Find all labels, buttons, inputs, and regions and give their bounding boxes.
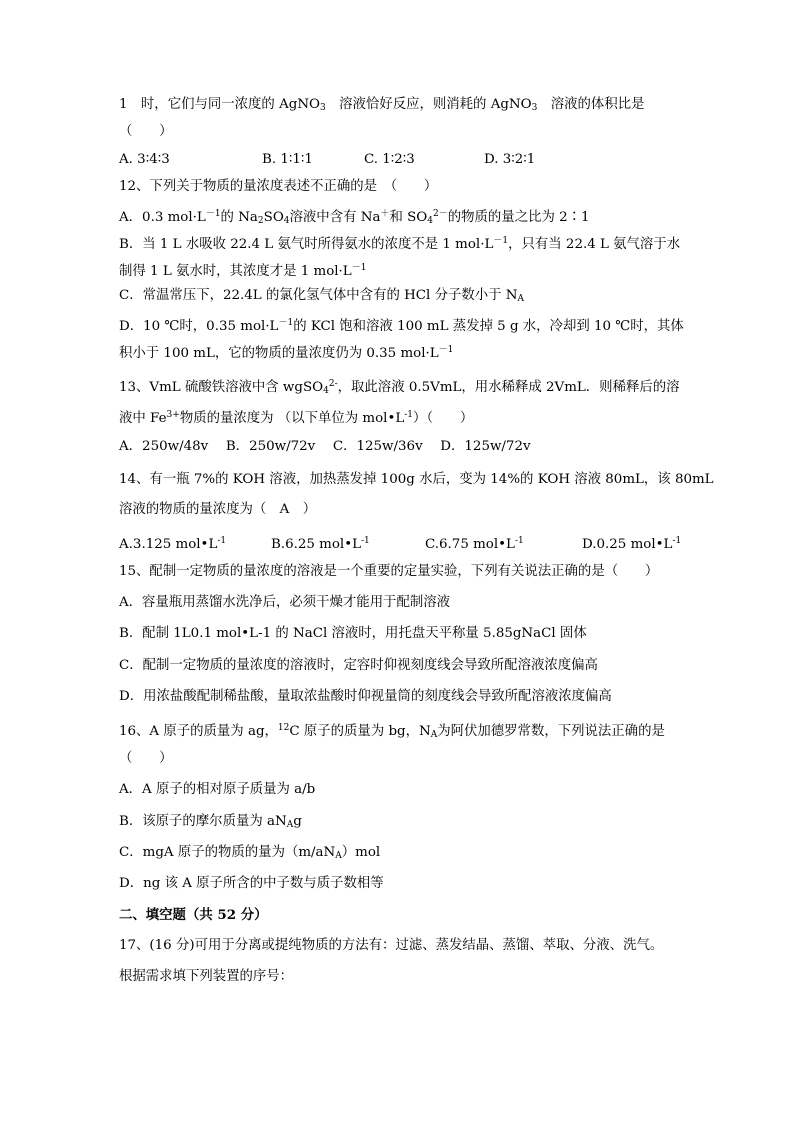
q13-line1: 13、VmL 硫酸铁溶液中含 wgSO$_4^{2-}$，取此溶液 0.5VmL，用水稀释成 2VmL．则稀释后的溶 — [119, 379, 680, 396]
q12-option-b-line1: B．当 1 L 水吸收 22.4 L 氨气时所得氨水的浓度不是 1 $mol\cdot L^{-1}$，只有当 22.4 L 氨气溶于水 — [119, 236, 681, 252]
q14-line1: 14、有一瓶 7%的 KOH 溶液，加热蒸发掉 100g 水后，变为 14%的 KOH 溶液 80mL，该 80mL — [119, 472, 714, 487]
q11-option-d: D. 3∶2∶1 — [484, 152, 536, 167]
q13-line2: 液中 $Fe^{3+}$物质的量浓度为 （以下单位为 $mol•L^{-1}$）（ ） — [119, 410, 474, 426]
q14-line2: 溶液的物质的量浓度为（ A ） — [119, 502, 317, 517]
q17-line2: 根据需求填下列装置的序号： — [119, 969, 294, 984]
q11-option-a: A. 3∶4∶3 — [119, 152, 170, 167]
q15-option-b: B．配制 1L0.1 mol•L-1 的 NaCl 溶液时，用托盘天平称量 5.85gNaCl 固体 — [119, 626, 587, 641]
q15-stem: 15、配制一定物质的量浓度的溶液是一个重要的定量实验，下列有关说法正确的是（ ） — [119, 564, 659, 579]
q11-option-b: B. 1∶1∶1 — [262, 152, 313, 167]
q12-option-a: A．0.3 $mol\cdot L^{-1}$的 $Na_2SO_4$溶液中含有 Na＋和 $SO_4^{2-}$的物质的量之比为 2∶1 — [119, 209, 590, 226]
q14-option-a: A.3.125 $mol•L^{-1}$ — [119, 536, 227, 552]
q12-option-c: C．常温常压下，22.4L 的氯化氢气体中含有的 HCl 分子数小于 $N_A$ — [119, 288, 524, 304]
q16-blank: （ ） — [119, 751, 173, 766]
q16-option-c: C．mgA 原子的物质的量为$(m/aN_A)mol$ — [119, 845, 381, 861]
q11-option-c: C. 1∶2∶3 — [364, 152, 415, 167]
q16-option-a: A．A 原子的相对原子质量为 a/b — [119, 782, 316, 797]
section-title: 二、填空题（共 52 分） — [119, 907, 268, 923]
q15-option-a: A．容量瓶用蒸馏水洗净后，必须干燥才能用于配制溶液 — [119, 595, 451, 610]
q13-options: A．250w/48v B．250w/72v C．125w/36v D．125w/72v — [119, 439, 531, 454]
q14-option-d: D.0.25 $mol•L^{-1}$ — [582, 536, 682, 552]
q12-option-d-line2: 积小于 100 mL，它的物质的量浓度仍为 0.35 $mol\cdot L^{-1}$ — [119, 345, 454, 361]
q17-line1: 17、(16 分)可用于分离或提纯物质的方法有：过滤、蒸发结晶、蒸馏、萃取、分液、洗气。 — [119, 938, 664, 953]
q12-stem: 12、下列关于物质的量浓度表述不正确的是 （ ） — [119, 179, 438, 194]
q11-blank: （ ） — [119, 124, 173, 139]
q14-option-b: B.6.25 $mol•L^{-1}$ — [271, 536, 370, 552]
q16-option-b: B．该原子的摩尔质量为 $aN_Ag$ — [119, 814, 302, 830]
q16-line1: 16、A 原子的质量为 ag，$^{12}$C 原子的质量为 bg，$N_A$为阿伏加德罗常数，下列说法正确的是 — [119, 723, 665, 740]
q12-option-b-line2: 制得 1 L 氨水时，其浓度才是 1 $mol\cdot L^{-1}$ — [119, 263, 367, 279]
q14-option-c: C.6.75 $mol•L^{-1}$ — [425, 536, 524, 552]
q15-option-c: C．配制一定物质的量浓度的溶液时，定容时仰视刻度线会导致所配溶液浓度偏高 — [119, 658, 598, 673]
q15-option-d: D．用浓盐酸配制稀盐酸，量取浓盐酸时仰视量筒的刻度线会导致所配溶液浓度偏高 — [119, 689, 612, 704]
q12-option-d-line1: D．10 ℃时，0.35 $mol\cdot L^{-1}$的 KCl 饱和溶液 100 mL 蒸发掉 5 g 水，冷却到 10 ℃时，其体 — [119, 318, 684, 334]
q11-line1: 1 时，它们与同一浓度的 AgNO$_3$ 溶液恰好反应，则消耗的 AgNO$_3$ 溶液的体积比是 — [119, 97, 645, 113]
q16-option-d: D．ng 该 A 原子所含的中子数与质子数相等 — [119, 876, 384, 891]
